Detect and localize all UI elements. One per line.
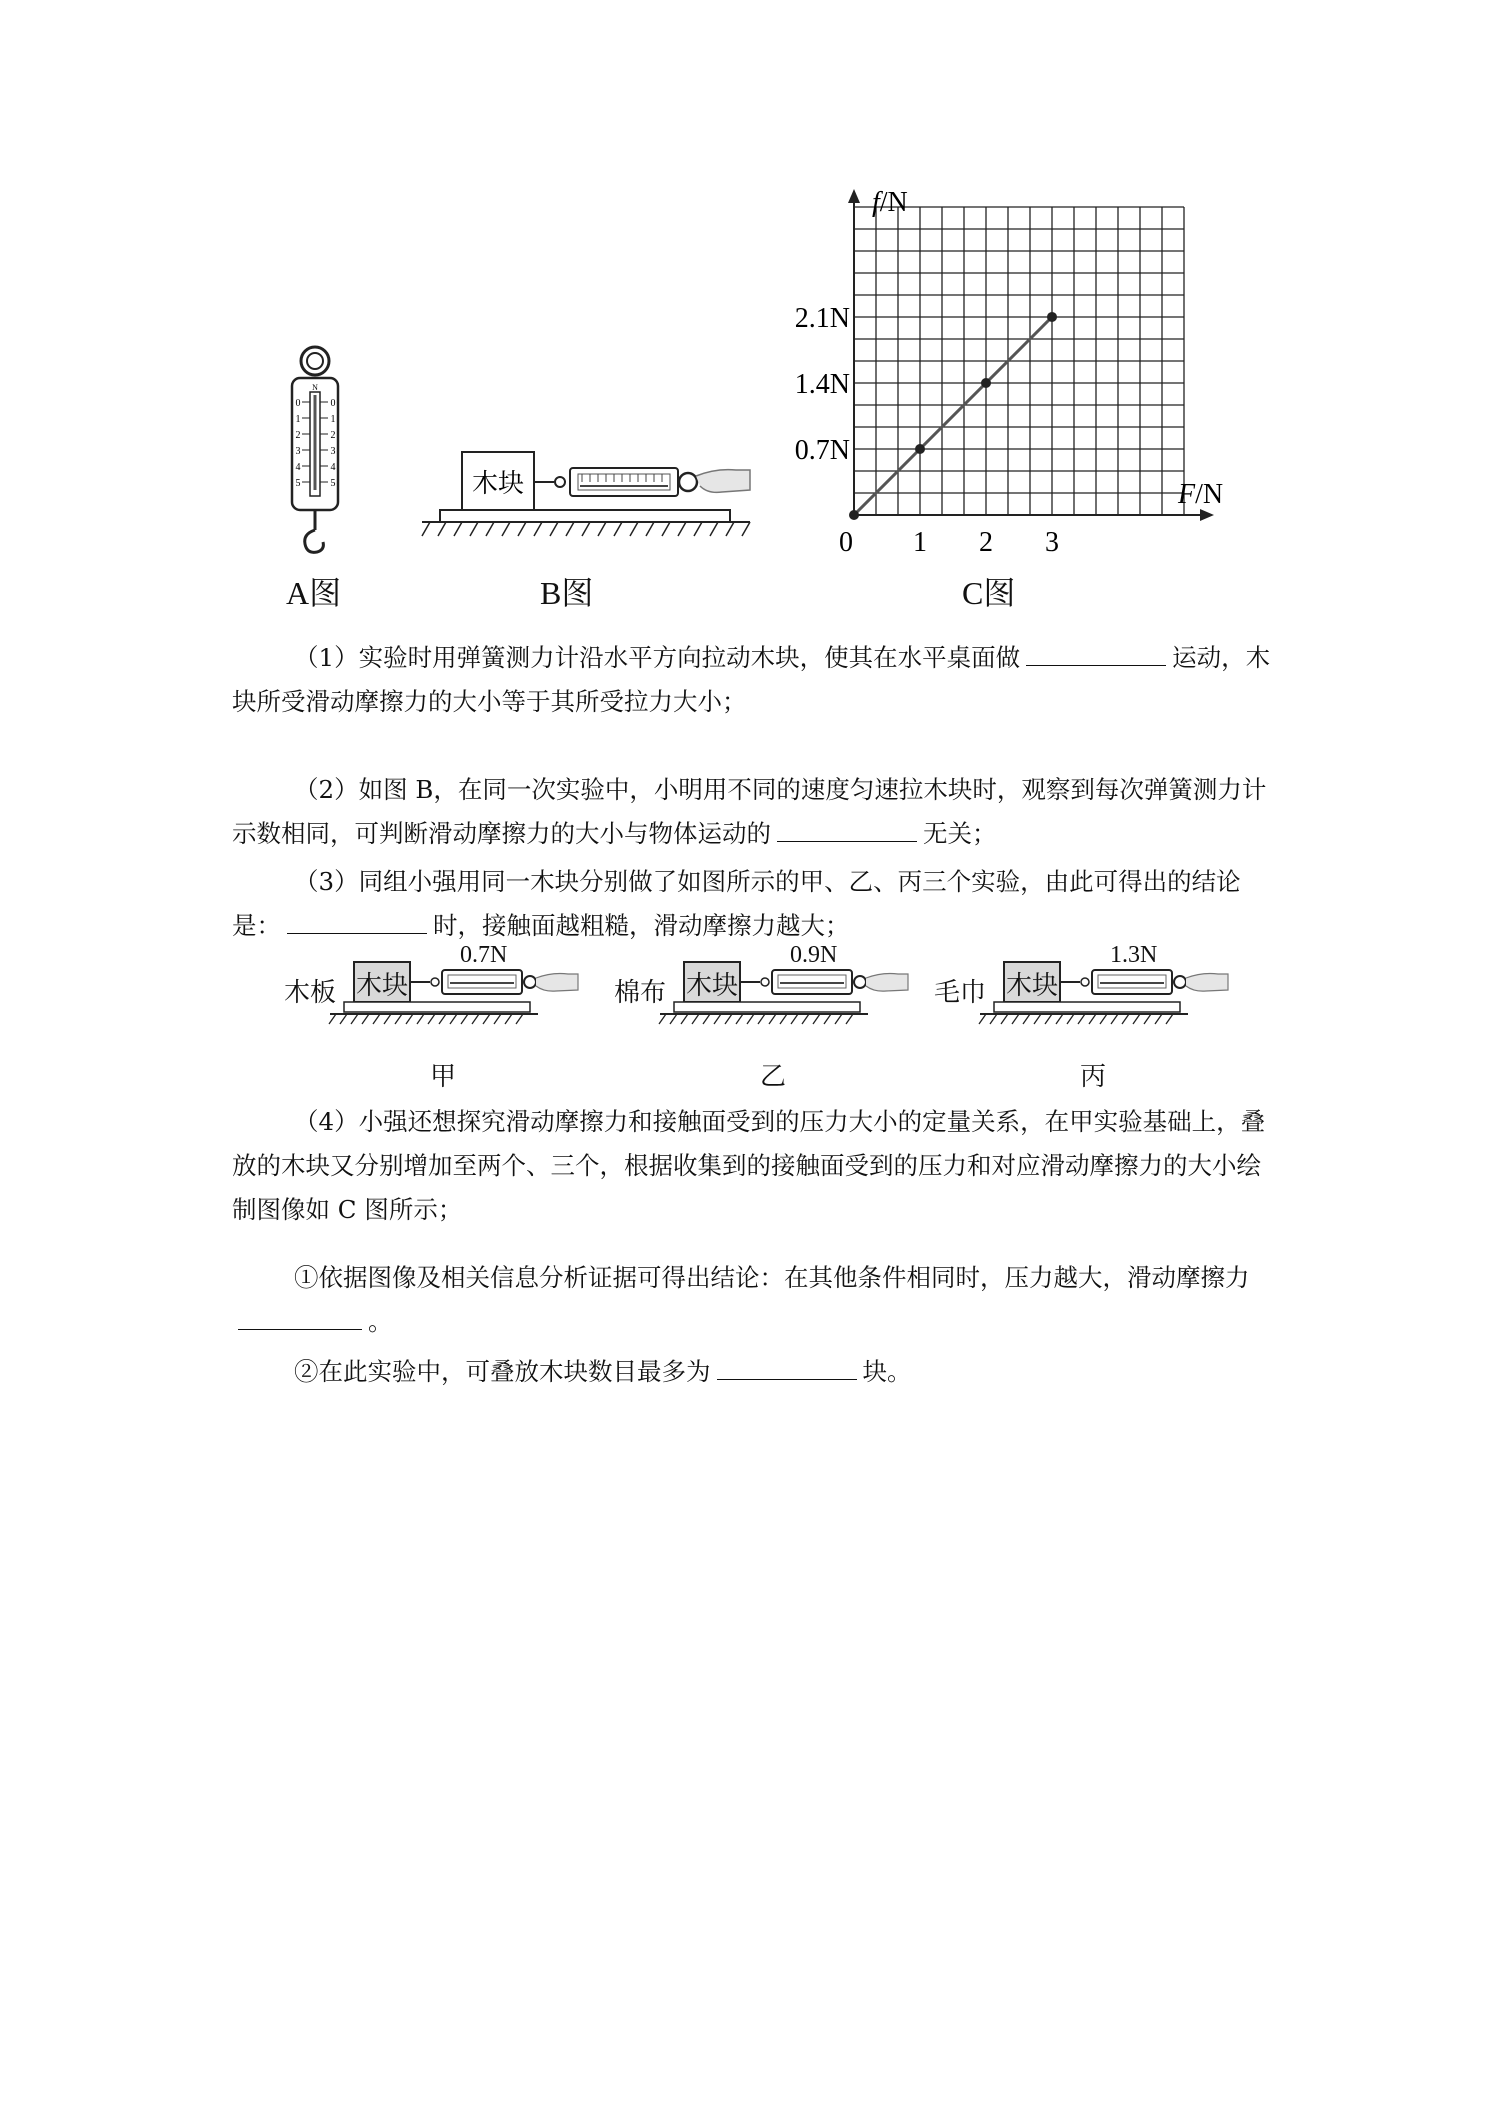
block-label: 木块 bbox=[471, 469, 525, 498]
scale-tick-left: 4 bbox=[295, 462, 301, 473]
question-4-2-text-end: 块。 bbox=[862, 1357, 912, 1386]
scale-tick-left: 0 bbox=[295, 398, 301, 409]
experiment-surface-label: 棉布 bbox=[614, 978, 667, 1008]
x-tick-label: 1 bbox=[913, 527, 927, 558]
answer-blank-1[interactable] bbox=[1026, 639, 1166, 666]
chart-series bbox=[849, 312, 1057, 520]
scale-tick-right: 5 bbox=[330, 478, 336, 489]
experiment-name: 丙 bbox=[1080, 1062, 1107, 1092]
experiment-reading: 1.3N bbox=[1110, 942, 1158, 968]
x-tick-label: 3 bbox=[1045, 527, 1059, 558]
experiment-block-label: 木块 bbox=[686, 971, 739, 1001]
experiment-row bbox=[280, 942, 1250, 1092]
figure-c-graph bbox=[770, 185, 1240, 560]
question-1-text-end: 运动，木块所受滑动摩擦力的大小等于其所受拉力大小； bbox=[232, 643, 1271, 716]
experiment-reading: 0.9N bbox=[790, 942, 838, 968]
question-4 bbox=[232, 1100, 1272, 1232]
scale-tick-right: 4 bbox=[330, 462, 336, 473]
data-point bbox=[981, 378, 991, 388]
scale-tick-right: 3 bbox=[330, 446, 336, 457]
experiment-name: 乙 bbox=[760, 1062, 787, 1092]
figure-a-label: A图 bbox=[286, 575, 342, 611]
experiment-block-label: 木块 bbox=[356, 971, 409, 1001]
y-axis-arrow-icon bbox=[848, 189, 860, 203]
question-3-text-end: 时，接触面越粗糙，滑动摩擦力越大； bbox=[433, 911, 850, 940]
scale-tick-right: 0 bbox=[330, 398, 336, 409]
scale-unit-label: N bbox=[312, 383, 318, 392]
y-axis-label: f/N bbox=[872, 187, 908, 218]
answer-blank-3[interactable] bbox=[287, 907, 427, 934]
experiment-surface-label: 毛巾 bbox=[934, 978, 987, 1008]
figure-c-label: C图 bbox=[962, 575, 1016, 611]
question-4-1-text-end: 。 bbox=[368, 1307, 393, 1336]
x-axis-label: F/N bbox=[1178, 479, 1224, 510]
scale-tick-right: 1 bbox=[330, 414, 336, 425]
scale-tick-left: 3 bbox=[295, 446, 301, 457]
x-axis-arrow-icon bbox=[1200, 509, 1214, 521]
question-2-text-end: 无关； bbox=[923, 819, 997, 848]
answer-blank-4-1[interactable] bbox=[238, 1303, 362, 1330]
data-point bbox=[849, 510, 859, 520]
figure-b-label: B图 bbox=[540, 575, 594, 611]
figure-a-spring-scale bbox=[280, 340, 360, 570]
y-tick-label: 0.7N bbox=[794, 434, 850, 466]
question-4-1 bbox=[232, 1256, 1272, 1344]
scale-tick-left: 5 bbox=[295, 478, 301, 489]
scale-tick-left: 2 bbox=[295, 430, 301, 441]
experiment-reading: 0.7N bbox=[460, 942, 508, 968]
question-4-1-text: ①依据图像及相关信息分析证据可得出结论：在其他条件相同时，压力越大，滑动摩擦力 bbox=[294, 1263, 1250, 1292]
question-4-2-text: ②在此实验中，可叠放木块数目最多为 bbox=[294, 1357, 711, 1386]
series-line bbox=[854, 317, 1052, 515]
data-point bbox=[1047, 312, 1057, 322]
question-4-text: （4）小强还想探究滑动摩擦力和接触面受到的压力大小的定量关系，在甲实验基础上，叠放的木块又分别增加至两个、三个，根据收集到的接触面受到的压力和对应滑动摩擦力的大小绘制图像如 C 图所示； bbox=[232, 1107, 1266, 1224]
chart-tick-labels bbox=[795, 303, 1059, 558]
question-3 bbox=[232, 860, 1272, 948]
answer-blank-2[interactable] bbox=[777, 815, 917, 842]
experiment-block-label: 木块 bbox=[1006, 971, 1059, 1001]
y-tick-label: 1.4N bbox=[794, 368, 850, 400]
y-tick-label: 2.1N bbox=[794, 302, 850, 334]
question-1 bbox=[232, 636, 1272, 724]
question-4-2 bbox=[232, 1350, 1272, 1394]
question-2-text: （2）如图 B，在同一次实验中，小明用不同的速度匀速拉木块时，观察到每次弹簧测力计示数相同，可判断滑动摩擦力的大小与物体运动的 bbox=[232, 775, 1267, 848]
experiment-name: 甲 bbox=[430, 1062, 457, 1092]
experiment-surface-label: 木板 bbox=[284, 978, 337, 1008]
x-tick-label: 0 bbox=[839, 527, 853, 558]
question-3-text: （3）同组小强用同一木块分别做了如图所示的甲、乙、丙三个实验，由此可得出的结论是： bbox=[232, 867, 1241, 940]
data-point bbox=[915, 444, 925, 454]
chart-grid bbox=[854, 207, 1184, 515]
figure-b-apparatus bbox=[420, 440, 770, 550]
question-1-text: （1）实验时用弹簧测力计沿水平方向拉动木块，使其在水平桌面做 bbox=[294, 643, 1021, 672]
scale-tick-left: 1 bbox=[295, 414, 301, 425]
x-tick-label: 2 bbox=[979, 527, 993, 558]
scale-tick-right: 2 bbox=[330, 430, 336, 441]
answer-blank-4-2[interactable] bbox=[717, 1353, 857, 1380]
question-2 bbox=[232, 768, 1272, 856]
